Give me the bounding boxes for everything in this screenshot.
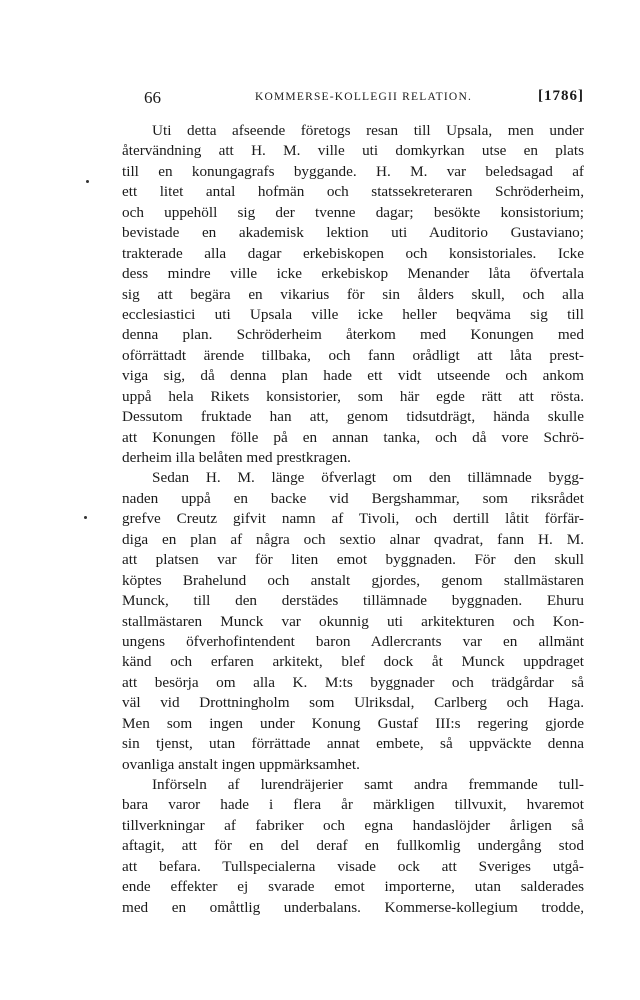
text-line: ovanliga anstalt ingen uppmärksamhet. (122, 755, 360, 773)
text-line: Sedan H. M. länge öfverlagt om den tillämnade bygg- (152, 469, 584, 487)
page-number: 66 (144, 88, 161, 107)
text-line: oförrättadt ärende tillbaka, och fann orådligt att låta prest- (122, 346, 584, 364)
text-line: diga en plan af några och sextio alnar qvadrat, fann H. M. (122, 530, 584, 548)
text-line: sig att begära en vikarius för sin ålders skull, och alla (122, 285, 584, 303)
page-header (122, 88, 584, 112)
text-line: Dessutom fruktade han att, genom tidsutdrägt, hända skulle (122, 408, 584, 426)
text-line: och uppehöll sig der tvenne dagar; besökte konsistorium; (122, 203, 584, 221)
text-line: att platsen var för liten emot byggnaden. För den skull (122, 551, 584, 569)
text-line: derheim illa belåten med prestkragen. (122, 449, 351, 466)
text-line: att Konungen fölle på en annan tanka, och då vore Schrö- (122, 428, 584, 446)
text-line: med en omåttlig underbalans. Kommerse-kollegium trodde, (122, 898, 584, 916)
body-text (122, 121, 584, 918)
text-line: återvändning att H. M. ville uti domkyrkan utse en plats (122, 142, 584, 160)
text-line: känd och erfaren arkitekt, blef dock åt Munck uppdraget (122, 653, 584, 671)
margin-mark (86, 180, 89, 183)
text-line: denna plan. Schröderheim återkom med Konungen med (122, 326, 584, 344)
text-line: ett litet antal hofmän och statssekreteraren Schröderheim, (122, 183, 584, 201)
text-line: tillverkningar af fabriker och egna handaslöjder årligen så (122, 816, 584, 834)
text-line: Munck, till den derstädes tillämnade byggnaden. Ehuru (122, 592, 584, 610)
text-line: bara varor hade i flera år märkligen tillvuxit, hvaremot (122, 796, 584, 814)
text-line: Men som ingen under Konung Gustaf III:s regering gjorde (122, 714, 584, 732)
text-line: aftagit, att för en del deraf en fullkomlig undergång stod (122, 837, 584, 855)
text-line: grefve Creutz gifvit namn af Tivoli, och dertill låtit förfär- (122, 510, 584, 528)
running-title: KOMMERSE-KOLLEGII RELATION. (255, 91, 473, 103)
text-line: bevistade en akademisk lektion uti Auditorio Gustaviano; (122, 224, 584, 242)
text-line: att befara. Tullspecialerna visade ock att Sveriges utgå- (122, 857, 584, 875)
text-line: dess mindre ville icke erkebiskop Menander låta öfvertala (122, 265, 584, 283)
text-line: väl vid Drottningholm som Ulriksdal, Carlberg och Haga. (122, 694, 584, 712)
text-line: att besörja om alla K. M:ts byggnader och trädgårdar så (122, 673, 584, 691)
text-line: naden uppå en backe vid Bergshammar, som riksrådet (122, 489, 584, 507)
text-line: ende effekter ej svarade emot importerne, utan salderades (122, 878, 584, 896)
text-line: sin tjenst, utan förrättade annat embete, så uppväckte denna (122, 735, 584, 753)
text-line: köptes Brahelund och anstalt gjordes, genom stallmästaren (122, 571, 584, 589)
text-line: ungens öfverhofintendent baron Adlercrants var en allmänt (122, 632, 584, 650)
text-line: trakterade alla dagar erkebiskopen och konsistoriales. Icke (122, 244, 584, 262)
year-marker: [1786] (538, 88, 584, 104)
text-line: ecclesiastici uti Upsala ville icke heller beqväma sig till (122, 305, 584, 323)
text-line: uppå hela Rikets konsistorier, som här egde rätt att rösta. (122, 387, 584, 405)
text-line: stallmästaren Munck var okunnig uti arkitekturen och Kon- (122, 612, 584, 630)
text-line: Införseln af lurendräjerier samt andra fremmande tull- (152, 776, 584, 793)
margin-mark (84, 516, 87, 519)
text-line: viga sig, då denna plan hade ett vidt utseende och ankom (122, 367, 584, 385)
text-line: till en konungagrafs byggande. H. M. var beledsagad af (122, 162, 584, 180)
text-line: Uti detta afseende företogs resan till Upsala, men under (152, 122, 584, 139)
